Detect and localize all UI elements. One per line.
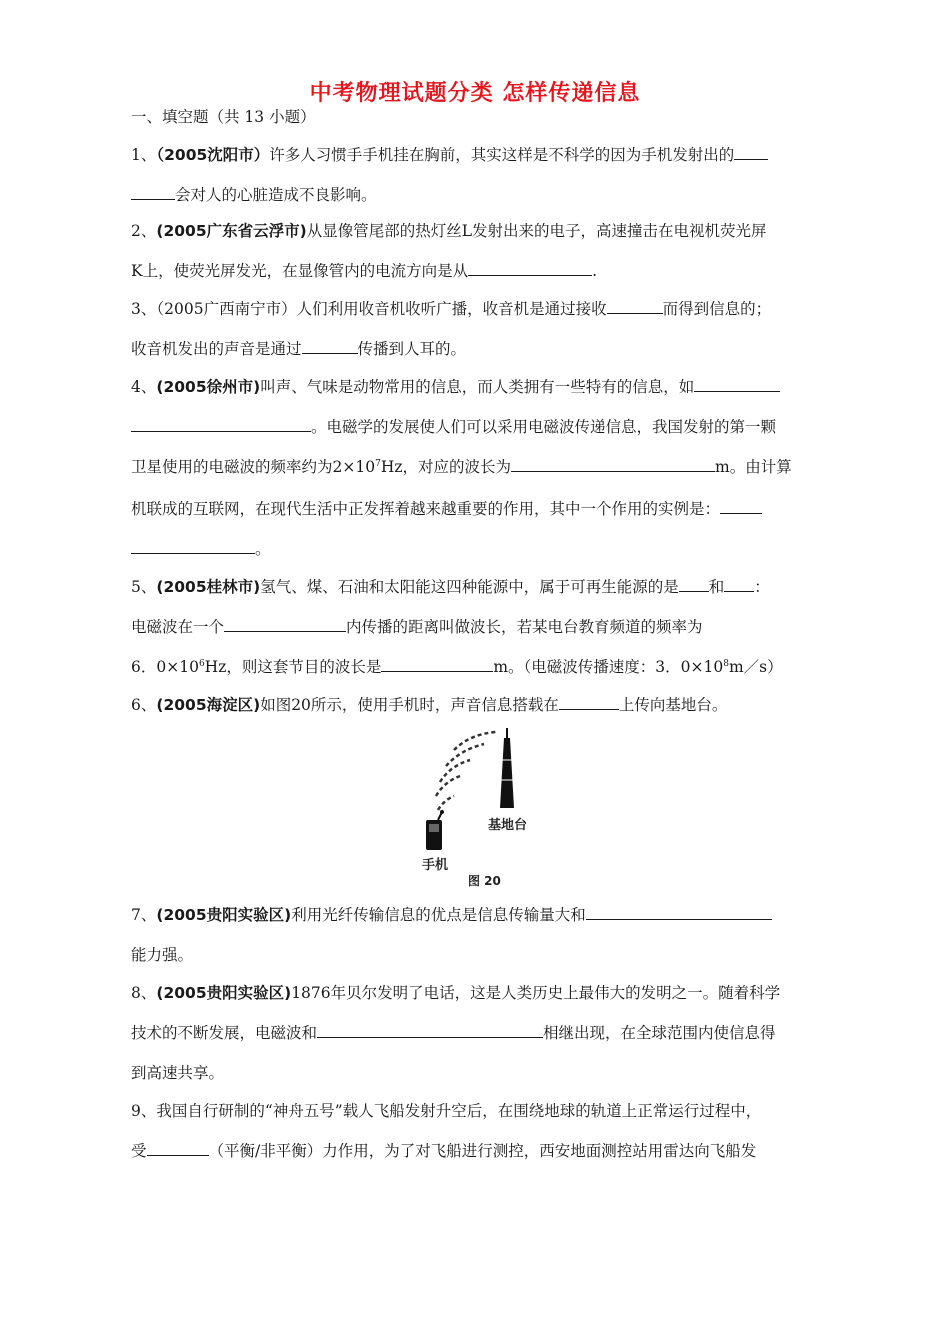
answer-blank bbox=[131, 416, 311, 432]
question-2-line-2 bbox=[131, 260, 597, 282]
question-5-line-2 bbox=[131, 616, 703, 638]
question-text: 技术的不断发展，电磁波和 bbox=[131, 1024, 318, 1042]
question-text: 6．0×10 bbox=[131, 658, 199, 676]
question-8-line-3: 到高速共享。 bbox=[131, 1064, 225, 1082]
question-source: (2005广东省云浮市) bbox=[156, 222, 307, 240]
question-text: 1876年贝尔发明了电话，这是人类历史上最伟大的发明之一。随着科学 bbox=[291, 984, 781, 1002]
answer-blank bbox=[468, 260, 592, 276]
question-5-line-1 bbox=[131, 576, 770, 598]
question-text: Hz，则这套节目的波长是 bbox=[204, 658, 382, 676]
radio-waves-icon bbox=[436, 732, 496, 810]
question-number: 3、 bbox=[131, 300, 157, 318]
question-text: 叫声、气味是动物常用的信息，而人类拥有一些特有的信息，如 bbox=[260, 378, 695, 396]
question-text: 电磁波在一个 bbox=[131, 618, 225, 636]
question-source: (2005贵阳实验区) bbox=[156, 906, 292, 924]
question-source: （2005广西南宁市） bbox=[156, 300, 297, 318]
question-text: 人们利用收音机收听广播，收音机是通过接收 bbox=[296, 300, 607, 318]
question-8-line-1 bbox=[131, 982, 780, 1004]
question-text: 氢气、煤、石油和太阳能这四种能源中，属于可再生能源的是 bbox=[260, 578, 679, 596]
question-number: 4、 bbox=[131, 378, 157, 396]
question-4-line-3 bbox=[131, 456, 792, 478]
answer-blank bbox=[734, 144, 768, 160]
question-source: (2005徐州市) bbox=[156, 378, 261, 396]
question-6-line-1 bbox=[131, 694, 727, 716]
figure-caption: 图 20 bbox=[468, 874, 501, 888]
answer-blank bbox=[511, 456, 715, 472]
answer-blank bbox=[679, 576, 709, 592]
question-text: 相继出现，在全球范围内使信息得 bbox=[543, 1024, 776, 1042]
answer-blank bbox=[724, 576, 754, 592]
phone-label: 手机 bbox=[422, 858, 449, 873]
answer-blank bbox=[694, 376, 780, 392]
question-5-line-3 bbox=[131, 656, 783, 678]
question-9-line-1: 9、我国自行研制的“神舟五号”载人飞船发射升空后，在围绕地球的轨道上正常运行过程中， bbox=[131, 1102, 762, 1120]
question-text: 内传播的距离叫做波长，若某电台教育频道的频率为 bbox=[346, 618, 703, 636]
question-8-line-2 bbox=[131, 1022, 776, 1044]
exponent: 6 bbox=[198, 658, 205, 669]
question-text: 利用光纤传输信息的优点是信息传输量大和 bbox=[291, 906, 586, 924]
question-text: 机联成的互联网，在现代生活中正发挥着越来越重要的作用，其中一个作用的实例是： bbox=[131, 500, 721, 518]
question-1-line-2 bbox=[131, 184, 377, 206]
question-7-line-2: 能力强。 bbox=[131, 946, 194, 964]
page-title: 中考物理试题分类 怎样传递信息 bbox=[309, 81, 641, 106]
question-number: 1、 bbox=[131, 146, 157, 164]
base-station-label: 基地台 bbox=[488, 818, 528, 833]
figure-20 bbox=[410, 720, 550, 890]
base-station-tower-icon bbox=[500, 728, 514, 808]
question-text: K上，使荧光屏发光，在显像管内的电流方向是从 bbox=[131, 262, 469, 280]
question-number: 8、 bbox=[131, 984, 157, 1002]
answer-blank bbox=[317, 1022, 543, 1038]
question-1-line-1 bbox=[131, 144, 768, 166]
answer-blank bbox=[302, 338, 358, 354]
question-text: ： bbox=[754, 578, 770, 596]
question-text: 卫星使用的电磁波的频率约为2×10 bbox=[131, 458, 376, 476]
question-source: (2005贵阳实验区) bbox=[156, 984, 292, 1002]
question-4-line-2 bbox=[131, 416, 776, 438]
question-text: 和 bbox=[708, 578, 725, 596]
question-text: 从显像管尾部的热灯丝L发射出来的电子，高速撞击在电视机荧光屏 bbox=[306, 222, 767, 240]
question-text: Hz，对应的波长为 bbox=[380, 458, 511, 476]
question-text: 传播到人耳的。 bbox=[357, 340, 467, 358]
question-source: （2005沈阳市） bbox=[156, 146, 270, 164]
question-source: (2005桂林市) bbox=[156, 578, 261, 596]
question-text: 受 bbox=[131, 1142, 147, 1160]
question-text: . bbox=[592, 262, 598, 280]
question-text: （平衡/非平衡）力作用，为了对飞船进行测控，西安地面测控站用雷达向飞船发 bbox=[208, 1142, 757, 1160]
answer-blank bbox=[559, 694, 619, 710]
answer-blank bbox=[607, 298, 663, 314]
question-number: 5、 bbox=[131, 578, 157, 596]
question-4-line-4 bbox=[131, 498, 762, 520]
question-4-line-5 bbox=[131, 538, 271, 560]
question-text: 会对人的心脏造成不良影响。 bbox=[175, 186, 377, 204]
question-number: 7、 bbox=[131, 906, 157, 924]
question-9-line-2 bbox=[131, 1140, 756, 1162]
answer-blank bbox=[147, 1140, 209, 1156]
answer-blank bbox=[720, 498, 762, 514]
question-2-line-1 bbox=[131, 220, 766, 242]
question-4-line-1 bbox=[131, 376, 780, 398]
question-text: 。电磁学的发展使人们可以采用电磁波传递信息，我国发射的第一颗 bbox=[311, 418, 777, 436]
question-text: m。（电磁波传播速度：3．0×10 bbox=[493, 658, 724, 676]
question-3-line-1 bbox=[131, 298, 771, 320]
question-text: m／s） bbox=[728, 658, 783, 676]
exponent: 7 bbox=[375, 458, 381, 469]
answer-blank bbox=[381, 656, 493, 672]
question-text: m。由计算 bbox=[715, 458, 792, 476]
question-text: 上传向基地台。 bbox=[618, 696, 728, 714]
question-text: 收音机发出的声音是通过 bbox=[131, 340, 302, 358]
question-number: 6、 bbox=[131, 696, 157, 714]
question-source: (2005海淀区) bbox=[156, 696, 261, 714]
question-3-line-2 bbox=[131, 338, 466, 360]
question-number: 2、 bbox=[131, 222, 157, 240]
exponent: 8 bbox=[723, 658, 729, 669]
section-heading: 一、填空题（共 13 小题） bbox=[131, 108, 316, 126]
answer-blank bbox=[224, 616, 346, 632]
answer-blank bbox=[586, 904, 772, 920]
answer-blank bbox=[131, 184, 175, 200]
question-text: 如图20所示，使用手机时，声音信息搭载在 bbox=[260, 696, 559, 714]
question-text: 许多人习惯手手机挂在胸前，其实这样是不科学的因为手机发射出的 bbox=[269, 146, 735, 164]
question-text: 而得到信息的； bbox=[662, 300, 772, 318]
mobile-phone-icon bbox=[426, 810, 444, 850]
question-text: 。 bbox=[255, 540, 271, 558]
answer-blank bbox=[131, 538, 255, 554]
question-7-line-1 bbox=[131, 904, 772, 926]
